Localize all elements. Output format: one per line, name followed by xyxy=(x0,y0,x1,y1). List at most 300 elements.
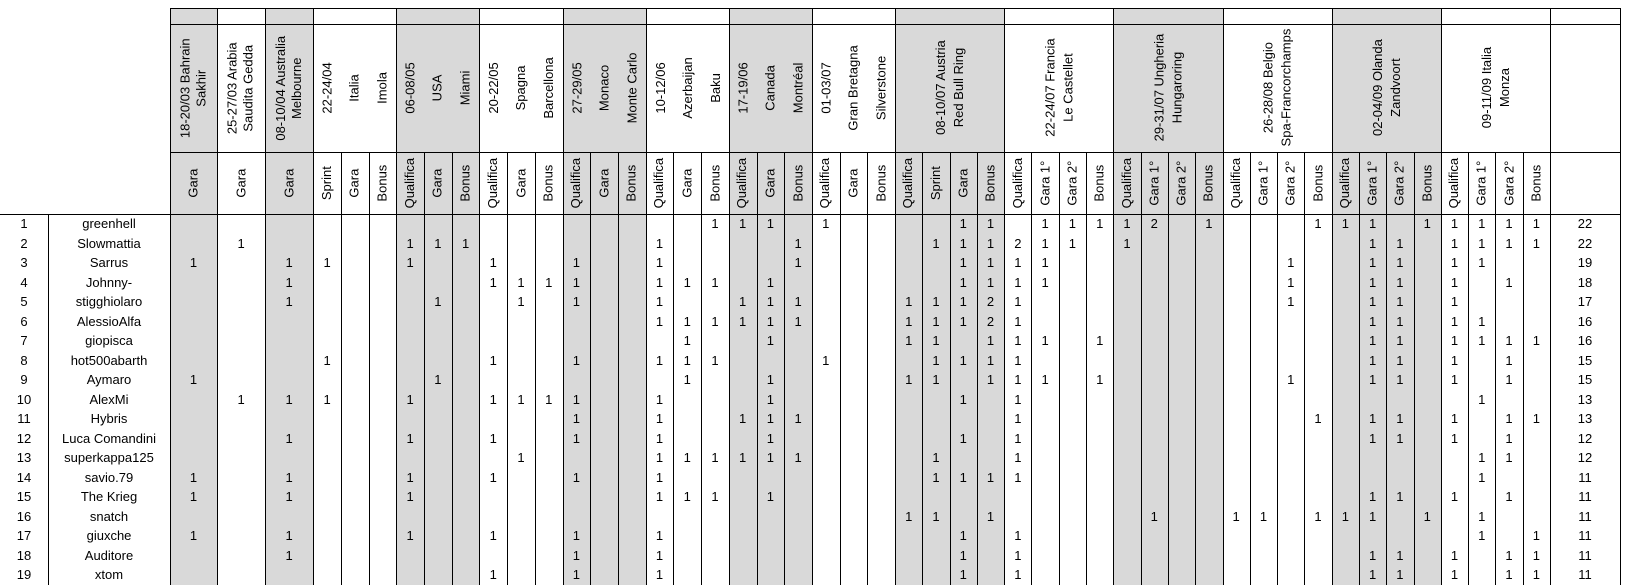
score-cell: 1 xyxy=(986,274,995,290)
grid-line xyxy=(1223,152,1224,585)
score-cell: 1 xyxy=(1423,508,1431,524)
score-cell: 1 xyxy=(932,333,940,349)
score-cell: 1 xyxy=(285,294,293,310)
sub-header-label: Gara 2° xyxy=(1500,160,1516,206)
score-cell: 1 xyxy=(1450,372,1459,388)
row-name: Luca Comandini xyxy=(62,430,156,446)
score-cell: 1 xyxy=(1096,216,1104,232)
score-cell: 1 xyxy=(1014,547,1022,563)
score-cell: 1 xyxy=(285,274,293,290)
sub-header xyxy=(1195,152,1222,214)
score-cell: 1 xyxy=(739,294,747,310)
row-name: savio.79 xyxy=(84,469,134,485)
event-city: Miami xyxy=(457,70,473,106)
grid-line xyxy=(590,152,591,585)
row-name: greenhell xyxy=(82,216,136,232)
grid-line xyxy=(1304,152,1305,585)
row-position: 15 xyxy=(16,489,32,505)
sub-header-label: Bonus xyxy=(982,164,998,202)
event-title xyxy=(479,24,562,152)
event-number xyxy=(1441,8,1550,24)
score-cell: 1 xyxy=(932,508,940,524)
grid-line xyxy=(1332,152,1333,585)
score-cell: 1 xyxy=(1041,333,1049,349)
grid-line xyxy=(1550,8,1551,585)
score-cell: 1 xyxy=(1368,313,1377,329)
score-cell: 1 xyxy=(1341,508,1349,524)
grid-line xyxy=(1141,152,1142,585)
score-cell: 1 xyxy=(1014,294,1022,310)
score-cell: 1 xyxy=(434,372,442,388)
row-name: Aymaro xyxy=(86,372,132,388)
score-cell: 1 xyxy=(959,352,967,368)
score-cell: 1 xyxy=(1478,469,1486,485)
score-cell: 1 xyxy=(1368,508,1377,524)
sub-header xyxy=(217,152,265,214)
score-cell: 1 xyxy=(766,411,774,427)
sub-header xyxy=(618,152,646,214)
score-cell: 1 xyxy=(517,391,525,407)
sub-header-label: Bonus xyxy=(789,164,805,202)
score-cell: 1 xyxy=(959,235,967,251)
row-total: 11 xyxy=(1578,508,1592,524)
score-cell: 1 xyxy=(959,469,967,485)
score-cell: 1 xyxy=(1014,255,1022,271)
score-cell: 1 xyxy=(986,352,995,368)
grid-line xyxy=(812,152,813,585)
score-cell: 1 xyxy=(1259,508,1268,524)
score-cell: 1 xyxy=(932,235,940,251)
grid-line xyxy=(840,152,841,585)
event-number xyxy=(1223,8,1332,24)
sub-header xyxy=(1332,152,1359,214)
sub-header-label: Bonus xyxy=(706,164,722,202)
score-cell: 1 xyxy=(1505,274,1513,290)
score-cell: 1 xyxy=(517,450,525,466)
score-cell: 1 xyxy=(572,567,581,583)
event-city: Melbourne xyxy=(289,57,305,119)
row-position: 11 xyxy=(17,411,31,427)
grid-line xyxy=(507,152,508,585)
row-total: 19 xyxy=(1577,255,1593,271)
score-cell: 1 xyxy=(655,489,664,505)
event-date: 22-24/04 xyxy=(319,62,335,114)
event-date: 17-19/06 xyxy=(735,62,751,114)
row-position: 8 xyxy=(20,352,28,368)
grid-line xyxy=(1277,152,1278,585)
event-city: Silverstone xyxy=(873,55,889,121)
row-total: 11 xyxy=(1578,567,1592,583)
score-cell: 1 xyxy=(572,411,581,427)
sub-header xyxy=(507,152,535,214)
score-cell: 1 xyxy=(1532,216,1540,232)
score-cell: 1 xyxy=(1505,547,1513,563)
sub-header xyxy=(646,152,674,214)
score-cell: 1 xyxy=(1450,411,1459,427)
row-position: 2 xyxy=(20,235,28,251)
event-date: 08-10/07 Austria xyxy=(933,40,949,136)
grid-line xyxy=(341,152,342,585)
event-city: Montréal xyxy=(790,62,805,114)
event-date: 06-08/05 xyxy=(402,62,418,114)
score-cell: 1 xyxy=(1396,274,1404,290)
grid-line xyxy=(1523,152,1524,585)
score-cell: 1 xyxy=(489,430,497,446)
score-cell: 1 xyxy=(1041,274,1049,290)
score-cell: 1 xyxy=(1368,567,1377,583)
row-position: 7 xyxy=(20,333,28,349)
score-cell: 1 xyxy=(1232,508,1240,524)
sub-header-label: Bonus xyxy=(457,164,473,202)
row-position: 6 xyxy=(20,313,28,329)
sub-header-label: Bonus xyxy=(1309,164,1325,202)
sub-header xyxy=(341,152,369,214)
grid-line xyxy=(1359,152,1360,585)
score-cell: 1 xyxy=(1096,372,1104,388)
row-position: 4 xyxy=(20,274,28,290)
sub-header-label: Gara xyxy=(281,168,297,198)
score-cell: 1 xyxy=(1396,411,1404,427)
grid-line xyxy=(1031,152,1032,585)
sub-header xyxy=(1495,152,1522,214)
score-cell: 1 xyxy=(655,469,664,485)
event-date: 08-10/04 Australia xyxy=(272,35,288,141)
score-cell: 1 xyxy=(572,528,581,544)
score-cell: 1 xyxy=(1368,372,1377,388)
score-cell: 2 xyxy=(1150,216,1158,232)
score-cell: 1 xyxy=(932,469,940,485)
score-cell: 1 xyxy=(1450,547,1459,563)
score-cell: 1 xyxy=(1287,294,1295,310)
event-date: 02-04/09 Olanda xyxy=(1369,39,1385,137)
grid-line xyxy=(452,152,453,585)
sub-header xyxy=(701,152,729,214)
sub-header xyxy=(1414,152,1441,214)
sub-header xyxy=(673,152,701,214)
score-cell: 1 xyxy=(323,391,331,407)
sub-header xyxy=(535,152,563,214)
sub-header xyxy=(1359,152,1386,214)
grid-line xyxy=(1195,152,1196,585)
grid-line xyxy=(1386,152,1387,585)
event-number xyxy=(563,8,646,24)
score-cell: 1 xyxy=(323,255,331,271)
sub-header-label: Gara xyxy=(955,168,971,198)
sub-header-label: Qualifica xyxy=(734,157,750,209)
grid-line xyxy=(48,214,49,585)
score-cell: 1 xyxy=(406,489,414,505)
grid-line xyxy=(757,152,758,585)
score-cell: 1 xyxy=(1396,352,1404,368)
score-cell: 1 xyxy=(1450,489,1459,505)
score-cell: 1 xyxy=(1150,508,1158,524)
sub-header-label: Gara xyxy=(762,168,778,198)
score-cell: 1 xyxy=(1478,255,1486,271)
sub-header-label: Bonus xyxy=(873,164,889,202)
sub-header xyxy=(977,152,1004,214)
event-title xyxy=(1332,24,1441,152)
score-cell: 1 xyxy=(489,567,497,583)
sub-header xyxy=(1168,152,1195,214)
event-city: Spa-Francorchamps xyxy=(1278,29,1294,147)
row-total: 12 xyxy=(1577,430,1593,446)
score-cell: 1 xyxy=(1450,255,1459,271)
row-position: 19 xyxy=(16,567,32,583)
score-cell: 1 xyxy=(655,391,664,407)
row-total: 16 xyxy=(1577,333,1593,349)
grid-line xyxy=(1004,152,1005,585)
score-cell: 1 xyxy=(1505,489,1513,505)
event-title xyxy=(396,24,479,152)
sub-header xyxy=(1441,152,1468,214)
score-cell: 1 xyxy=(683,372,691,388)
row-position: 10 xyxy=(16,391,32,407)
row-position: 16 xyxy=(16,508,32,524)
score-cell: 1 xyxy=(1532,411,1540,427)
score-cell: 1 xyxy=(517,274,525,290)
sub-header-label: Gara 2° xyxy=(1391,160,1407,206)
score-cell: 1 xyxy=(822,216,830,232)
sub-header-label: Gara 1° xyxy=(1255,160,1271,206)
score-cell: 1 xyxy=(683,313,691,329)
event-number xyxy=(1113,8,1222,24)
sub-header-label: Gara 1° xyxy=(1146,160,1162,206)
grid-line xyxy=(217,152,218,585)
score-cell: 1 xyxy=(1096,333,1104,349)
score-cell: 1 xyxy=(406,469,414,485)
grid-line xyxy=(535,152,536,585)
row-name: Sarrus xyxy=(89,255,129,271)
score-cell: 1 xyxy=(655,430,664,446)
event-title-text xyxy=(397,62,479,113)
event-title-text xyxy=(273,36,306,141)
score-cell: 1 xyxy=(959,430,967,446)
event-title-text xyxy=(932,41,967,136)
sub-header xyxy=(369,152,397,214)
sub-header xyxy=(1086,152,1113,214)
event-title-text xyxy=(1150,34,1185,142)
score-cell: 1 xyxy=(1368,333,1377,349)
score-cell: 1 xyxy=(655,313,664,329)
event-number xyxy=(313,8,396,24)
sub-header xyxy=(1250,152,1277,214)
event-city: Barcellona xyxy=(540,57,556,119)
event-place: Monaco xyxy=(596,64,612,112)
sub-header xyxy=(729,152,757,214)
score-cell: 1 xyxy=(572,294,581,310)
score-cell: 1 xyxy=(655,450,664,466)
score-cell: 1 xyxy=(1396,333,1404,349)
score-cell: 1 xyxy=(1341,216,1349,232)
event-title-text xyxy=(563,53,645,124)
sub-header xyxy=(1113,152,1140,214)
score-cell: 1 xyxy=(489,528,497,544)
score-cell: 1 xyxy=(711,216,719,232)
score-cell: 1 xyxy=(1396,430,1404,446)
score-cell: 1 xyxy=(932,313,940,329)
score-cell: 1 xyxy=(285,469,293,485)
sub-header xyxy=(452,152,480,214)
score-cell: 1 xyxy=(406,430,414,446)
score-cell: 1 xyxy=(1505,450,1513,466)
row-total: 18 xyxy=(1577,274,1593,290)
score-cell: 1 xyxy=(932,372,940,388)
score-cell: 1 xyxy=(323,352,331,368)
score-cell: 1 xyxy=(1450,333,1459,349)
score-cell: 1 xyxy=(572,255,581,271)
sub-header xyxy=(812,152,840,214)
sub-header-label: Sprint xyxy=(927,166,943,200)
event-title xyxy=(812,24,895,152)
score-cell: 1 xyxy=(1532,547,1540,563)
event-city: Zandvoort xyxy=(1387,58,1403,118)
score-cell: 1 xyxy=(655,352,664,368)
grid-line xyxy=(1495,152,1496,585)
sub-header xyxy=(1004,152,1031,214)
score-cell: 1 xyxy=(1368,547,1377,563)
score-cell: 1 xyxy=(1505,430,1513,446)
grid-line xyxy=(646,152,647,585)
row-name: snatch xyxy=(89,508,129,524)
grid-line xyxy=(922,152,923,585)
score-cell: 1 xyxy=(794,313,802,329)
score-cell: 1 xyxy=(959,274,967,290)
event-title xyxy=(895,24,1004,152)
score-cell: 1 xyxy=(1450,352,1459,368)
grid-line xyxy=(424,152,425,585)
score-cell: 1 xyxy=(1450,216,1459,232)
event-title-text xyxy=(225,42,258,134)
score-cell: 1 xyxy=(766,489,774,505)
score-cell: 1 xyxy=(1314,411,1322,427)
score-cell: 1 xyxy=(1014,450,1022,466)
row-position: 13 xyxy=(16,450,32,466)
row-total: 13 xyxy=(1577,411,1593,427)
event-number xyxy=(265,8,313,24)
sub-header xyxy=(313,152,341,214)
score-cell: 1 xyxy=(986,372,995,388)
sub-header-label: Gara 2° xyxy=(1282,160,1298,206)
score-cell: 1 xyxy=(794,450,802,466)
score-cell: 1 xyxy=(959,567,967,583)
score-cell: 1 xyxy=(1505,216,1513,232)
event-title-text xyxy=(1260,29,1295,147)
score-cell: 1 xyxy=(285,489,293,505)
sub-header-label: Qualifica xyxy=(1228,157,1244,209)
score-cell: 1 xyxy=(986,469,995,485)
event-number xyxy=(1004,8,1113,24)
score-cell: 1 xyxy=(406,235,414,251)
score-cell: 1 xyxy=(794,235,802,251)
score-cell: 1 xyxy=(766,391,774,407)
grid-line xyxy=(895,152,896,585)
score-cell: 1 xyxy=(434,235,442,251)
sub-header-label: Gara 1° xyxy=(1364,160,1380,206)
event-number xyxy=(1332,8,1441,24)
score-cell: 1 xyxy=(986,255,995,271)
row-position: 18 xyxy=(16,547,32,563)
event-date: 18-20/03 Bahrain xyxy=(177,38,193,138)
sub-header xyxy=(757,152,785,214)
score-cell: 1 xyxy=(489,255,497,271)
event-title xyxy=(1441,24,1550,152)
score-cell: 1 xyxy=(655,411,664,427)
score-cell: 1 xyxy=(1014,352,1022,368)
event-title-text xyxy=(813,45,895,130)
grid-line xyxy=(563,152,564,585)
sub-header xyxy=(563,152,591,214)
score-cell: 1 xyxy=(1123,216,1131,232)
event-number xyxy=(646,8,729,24)
grid-line xyxy=(396,152,397,585)
score-cell: 1 xyxy=(572,430,581,446)
sub-header xyxy=(1468,152,1495,214)
score-cell: 1 xyxy=(489,391,497,407)
sub-header-label: Gara xyxy=(185,168,201,198)
row-name: AlessioAlfa xyxy=(76,313,142,329)
sub-header-label: Gara xyxy=(512,168,528,198)
sub-header xyxy=(1277,152,1304,214)
event-date: 26-28/08 Belgio xyxy=(1260,42,1276,134)
grid-line xyxy=(729,152,730,585)
sub-header xyxy=(424,152,452,214)
grid-line xyxy=(1441,152,1442,585)
sub-header-label: Sprint xyxy=(318,166,334,200)
event-city: Monza xyxy=(1496,68,1512,108)
row-position: 3 xyxy=(20,255,28,271)
event-title-text xyxy=(646,57,728,118)
event-city: Sakhir xyxy=(193,69,209,107)
grid-line xyxy=(1468,152,1469,585)
score-cell: 1 xyxy=(1368,430,1377,446)
score-cell: 1 xyxy=(655,547,664,563)
score-cell: 1 xyxy=(711,274,719,290)
sub-header xyxy=(479,152,507,214)
sub-header xyxy=(840,152,868,214)
event-title xyxy=(1113,24,1222,152)
grid-line xyxy=(1620,8,1621,585)
grid-line xyxy=(313,152,314,585)
score-cell: 1 xyxy=(1505,372,1513,388)
sub-header xyxy=(265,152,313,214)
sub-header xyxy=(950,152,977,214)
row-total: 13 xyxy=(1577,391,1593,407)
row-total: 11 xyxy=(1578,489,1592,505)
score-cell: 1 xyxy=(1014,430,1022,446)
event-number xyxy=(729,8,812,24)
score-cell: 1 xyxy=(1368,274,1377,290)
score-cell: 1 xyxy=(1068,235,1077,251)
score-cell: 1 xyxy=(905,372,913,388)
score-cell: 1 xyxy=(905,333,913,349)
score-cell: 1 xyxy=(766,294,774,310)
score-cell: 1 xyxy=(545,274,553,290)
event-number xyxy=(396,8,479,24)
score-cell: 1 xyxy=(655,528,664,544)
score-cell: 1 xyxy=(545,391,553,407)
event-title-text xyxy=(1369,40,1404,137)
row-position: 17 xyxy=(16,528,32,544)
score-cell: 1 xyxy=(1068,216,1077,232)
sub-header-label: Qualifica xyxy=(651,157,667,209)
score-cell: 1 xyxy=(572,547,581,563)
sub-header-label: Bonus xyxy=(1419,164,1435,202)
row-total: 11 xyxy=(1578,469,1592,485)
event-number xyxy=(812,8,895,24)
row-name: Johnny- xyxy=(85,274,133,290)
grid-line xyxy=(673,152,674,585)
score-cell: 1 xyxy=(959,528,967,544)
